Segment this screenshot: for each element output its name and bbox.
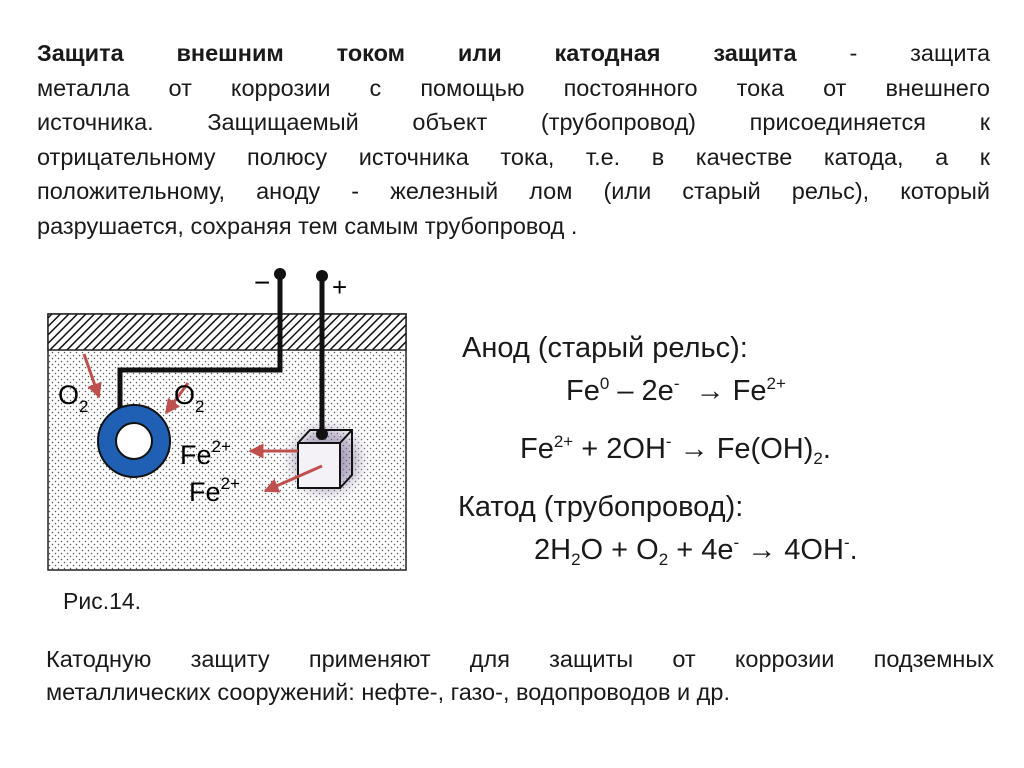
- plus-sign: +: [332, 272, 348, 302]
- fe-label-lower: $Fe^{2+}$: [189, 474, 240, 507]
- soil-surface-hatch: [48, 314, 406, 350]
- intro-line-3: источника. Защищаемый объект (трубопровод) присоединяется к: [37, 109, 990, 135]
- intro-line-2: металла от коррозии с помощью постоянного тока от внешнего: [37, 74, 990, 101]
- footer-paragraph: [46, 643, 994, 709]
- footer-line-1: Катодную защиту применяют для защиты от коррозии подземных: [46, 646, 994, 672]
- minus-terminal: [274, 268, 286, 280]
- equation-1: $Fe^0 - 2e^- \to Fe^{2+}$: [566, 374, 786, 407]
- figure-caption: Рис.14.: [63, 588, 142, 614]
- o2-label-right: $O_2$: [174, 380, 205, 416]
- cathode-label: Катод (трубопровод):: [458, 491, 744, 523]
- reaction-arrow-icon: →: [695, 375, 725, 407]
- fe-label-upper: $Fe^{2+}$: [180, 437, 231, 470]
- equation-3: $2H_2O + O_2 + 4e^- \to 4OH^-$.: [534, 533, 858, 569]
- intro-line-1: [37, 36, 990, 71]
- intro-bold-title: Защита внешним током или катодная защита: [37, 40, 797, 66]
- cathodic-protection-diagram: [0, 260, 440, 590]
- minus-sign: −: [254, 267, 271, 298]
- intro-line-5: положительному, аноду - железный лом (или старый рельс), который: [37, 178, 990, 204]
- intro-line-1-rest: - защита: [849, 40, 991, 66]
- equation-2: $Fe^{2+} + 2OH^- \to Fe(OH)_2$.: [520, 432, 831, 468]
- intro-paragraph: [37, 36, 990, 243]
- plus-terminal: [316, 270, 328, 282]
- o2-label-left: $O_2$: [58, 380, 89, 416]
- intro-line-4: отрицательному полюсу источника тока, т.е. в качестве катода, а к: [37, 143, 990, 170]
- intro-line-6: разрушается, сохраняя тем самым трубопровод .: [37, 212, 578, 239]
- reaction-arrow-icon: →: [747, 534, 777, 566]
- footer-line-2: металлических сооружений: нефте-, газо-, водопроводов и др.: [46, 679, 730, 705]
- anode-label: Анод (старый рельс):: [462, 332, 748, 364]
- pipe-inner-outline: [116, 423, 152, 459]
- reaction-arrow-icon: →: [679, 433, 709, 465]
